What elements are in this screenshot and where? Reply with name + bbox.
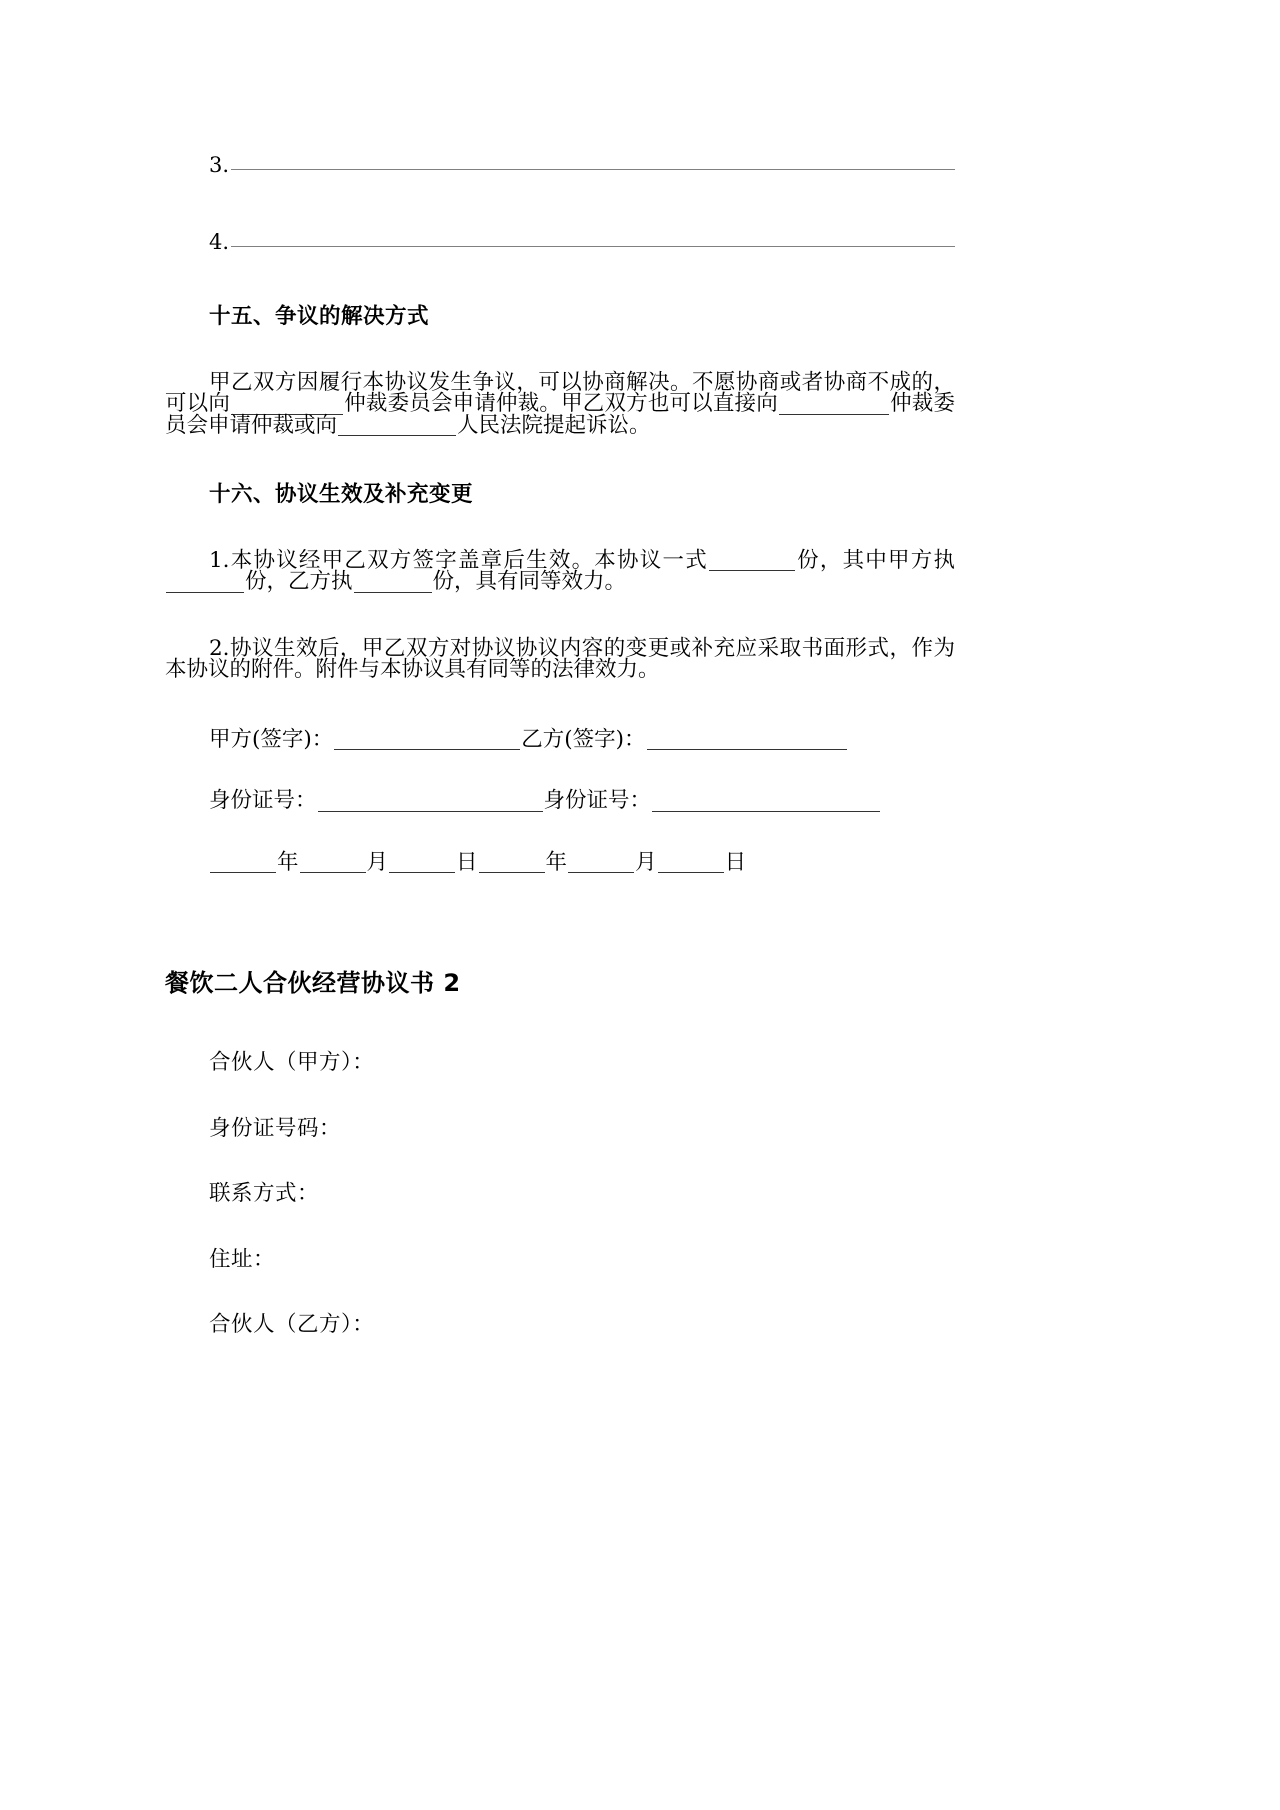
party-b-month-blank[interactable] xyxy=(568,852,634,873)
copies-party-a-blank[interactable] xyxy=(166,571,244,592)
party-b-year-blank[interactable] xyxy=(479,852,545,873)
section-16-item-1 xyxy=(165,547,955,594)
section-15-line1: 甲乙双方因履行本协议发生争议，可以协商解决。不愿协商或者协商不成的， xyxy=(209,369,955,395)
section-16-item-1-d: 份，乙方执 xyxy=(245,569,353,594)
field-partner-b: 合伙人（乙方）： xyxy=(209,1312,375,1337)
party-b-year-label: 年 xyxy=(545,849,568,875)
party-a-year-label: 年 xyxy=(277,849,299,875)
party-a-signature-label: 甲方(签字)： xyxy=(209,726,334,752)
section-16-item-1-b: 份，其中甲方 xyxy=(795,547,934,573)
party-b-day-blank[interactable] xyxy=(658,852,724,873)
field-id-number: 身份证号码： xyxy=(209,1115,342,1141)
field-contact: 联系方式： xyxy=(209,1181,320,1206)
section-16-item-2: 2.协议生效后，甲乙双方对协议协议内容的变更或补充应采取书面形式，作为本协议的附件。附件与本协议具有同等的法律效力。 xyxy=(165,635,955,682)
signature-row-dates xyxy=(165,849,955,875)
party-a-id-label: 身份证号： xyxy=(209,788,317,813)
party-b-id-blank[interactable] xyxy=(652,790,880,811)
section-15-line2-a: 可以向 xyxy=(165,391,231,416)
section-15-line3-a: 仲裁委员会申请仲裁或向 xyxy=(165,391,955,438)
field-partner-a: 合伙人（甲方）： xyxy=(209,1050,375,1075)
section-15-line2-b: 仲裁委员会申请仲裁。甲乙双方也可以直接向 xyxy=(344,391,778,416)
party-a-month-blank[interactable] xyxy=(300,852,366,873)
section-15-line3-b: 人民法院提起诉讼。 xyxy=(457,412,651,438)
signature-row-ids xyxy=(165,790,955,812)
court-blank[interactable] xyxy=(338,415,456,436)
party-b-month-label: 月 xyxy=(635,849,657,875)
field-address: 住址： xyxy=(209,1246,276,1272)
party-a-day-blank[interactable] xyxy=(389,852,455,873)
arbitration-commission-blank-1[interactable] xyxy=(231,393,343,414)
party-b-signature-blank[interactable] xyxy=(647,729,847,750)
party-b-id-label: 身份证号： xyxy=(543,788,652,813)
party-b-signature-label: 乙方(签字)： xyxy=(521,726,646,752)
blank-item-3 xyxy=(165,155,955,176)
blank-item-3-rule xyxy=(231,169,955,170)
arbitration-commission-blank-2[interactable] xyxy=(779,393,889,414)
section-16-item-1-c: 执 xyxy=(933,547,955,573)
section-15-paragraph xyxy=(165,369,955,438)
party-a-id-blank[interactable] xyxy=(318,790,543,811)
party-b-day-label: 日 xyxy=(724,849,747,875)
copies-party-b-blank[interactable] xyxy=(354,571,432,592)
blank-item-4-rule xyxy=(231,246,955,247)
party-a-year-blank[interactable] xyxy=(210,852,276,873)
page-content xyxy=(165,0,955,1336)
section-heading-16: 十六、协议生效及补充变更 xyxy=(209,482,474,507)
second-agreement-title: 餐饮二人合伙经营协议书 2 xyxy=(165,969,461,997)
party-a-signature-blank[interactable] xyxy=(334,729,520,750)
signature-row-names xyxy=(165,726,955,752)
blank-item-3-number: 3. xyxy=(209,153,230,177)
blank-item-4 xyxy=(165,232,955,253)
party-a-month-label: 月 xyxy=(366,849,389,875)
party-a-day-label: 日 xyxy=(456,849,478,875)
section-16-item-1-a: 1.本协议经甲乙双方签字盖章后生效。本协议一式 xyxy=(209,547,708,573)
blank-item-4-number: 4. xyxy=(209,230,230,254)
copies-total-blank[interactable] xyxy=(709,550,795,571)
section-heading-15: 十五、争议的解决方式 xyxy=(209,304,430,329)
section-16-item-1-e: 份，具有同等效力。 xyxy=(432,569,627,594)
